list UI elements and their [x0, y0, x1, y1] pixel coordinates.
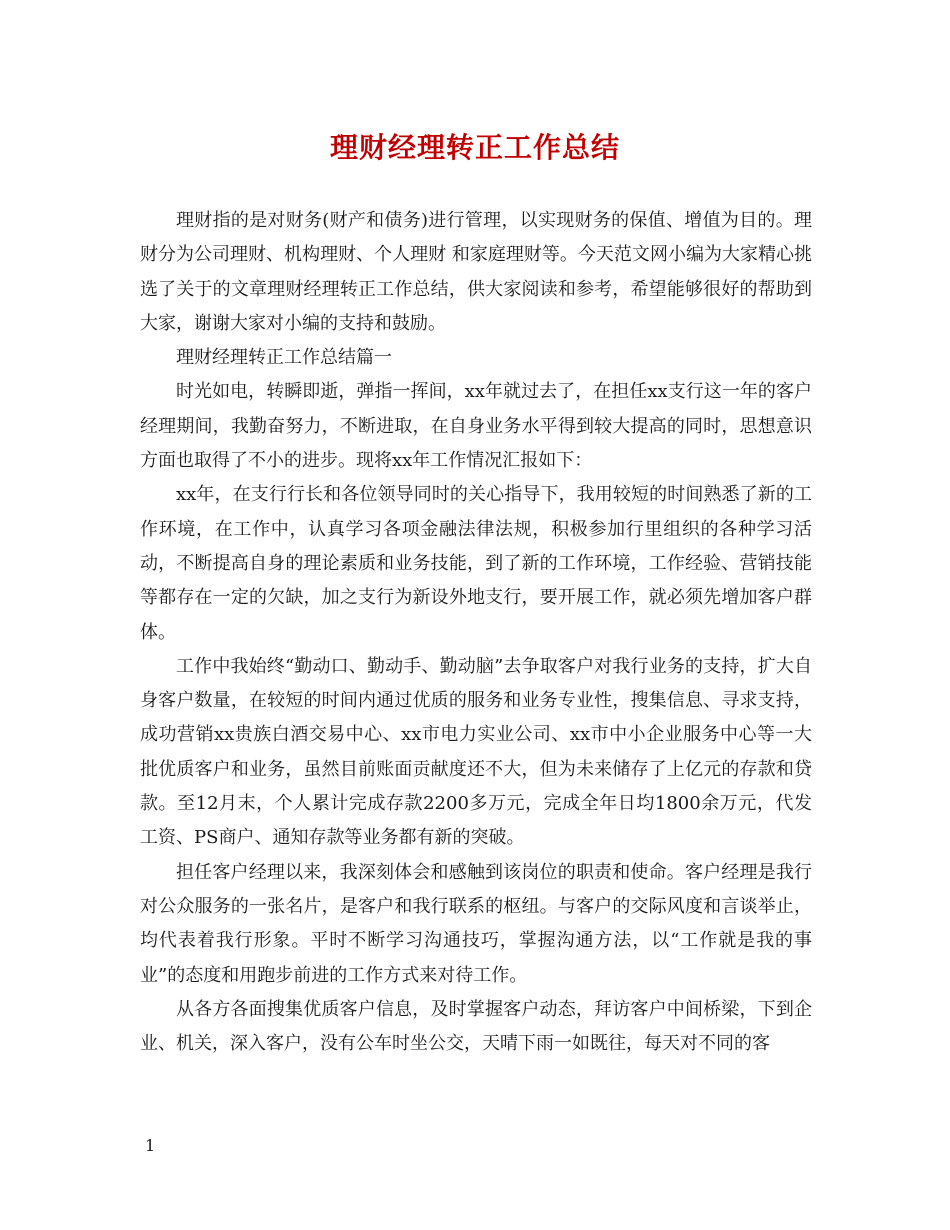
- body-paragraph: xx年，在支行行长和各位领导同时的关心指导下，我用较短的时间熟悉了新的工作环境，在工作中，认真学习各项金融法律法规，积极参加行里组织的各种学习活动，不断提高自身的理论素质和业务技能，到了新的工作环境，工作经验、营销技能等都存在一定的欠缺，加之支行为新设外地支行，要开展工作，就必须先增加客户群体。: [140, 484, 812, 643]
- body-paragraph: 工作中我始终“勤动口、勤动手、勤动脑”去争取客户对我行业务的支持，扩大自身客户数量，在较短的时间内通过优质的服务和业务专业性，搜集信息、寻求支持，成功营销xx贵族白酒交易中心、xx市电力实业公司、xx市中小企业服务中心等一大批优质客户和业务，虽然目前账面贡献度还不大，但为未来储存了上亿元的存款和贷款。至12月末，个人累计完成存款2200多万元，完成全年日均1800余万元，代发工资、PS商户、通知存款等业务都有新的突破。: [140, 655, 812, 849]
- page-number: 1: [145, 1136, 156, 1155]
- intro-paragraph: 理财指的是对财务(财产和债务)进行管理，以实现财务的保值、增值为目的。理财分为公司理财、机构理财、个人理财 和家庭理财等。今天范文网小编为大家精心挑选了关于的文章理财经理转正工作总结，供大家阅读和参考，希望能够很好的帮助到大家，谢谢大家对小编的支持和鼓励。: [140, 210, 812, 334]
- body-paragraph: 担任客户经理以来，我深刻体会和感触到该岗位的职责和使命。客户经理是我行对公众服务的一张名片，是客户和我行联系的枢纽。与客户的交际风度和言谈举止，均代表着我行形象。平时不断学习沟通技巧，掌握沟通方法，以“工作就是我的事业”的态度和用跑步前进的工作方式来对待工作。: [140, 861, 812, 986]
- document-body: [140, 204, 812, 1061]
- document-title: 理财经理转正工作总结: [329, 131, 620, 164]
- body-paragraph: 从各方各面搜集优质客户信息，及时掌握客户动态，拜访客户中间桥梁，下到企业、机关，深入客户，没有公车时坐公交，天晴下雨一如既往，每天对不同的客: [140, 998, 812, 1055]
- section-heading: 理财经理转正工作总结篇一: [176, 347, 392, 369]
- body-paragraph: 时光如电，转瞬即逝，弹指一挥间，xx年就过去了，在担任xx支行这一年的客户经理期间，我勤奋努力，不断进取，在自身业务水平得到较大提高的同时，思想意识方面也取得了不小的进步。现将xx年工作情况汇报如下：: [140, 381, 812, 472]
